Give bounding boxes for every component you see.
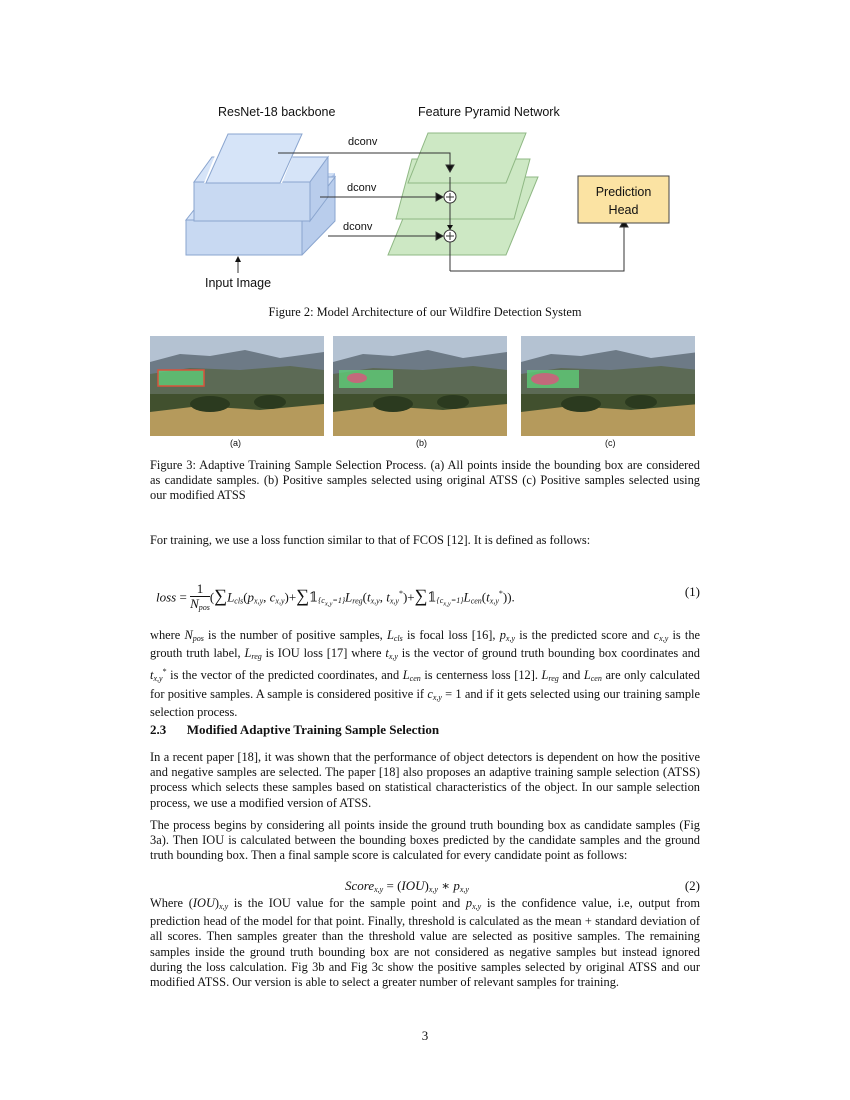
paragraph-3: Where $(IOU)_{x,y}$ is the IOU value for the sample point and $p_{x,y}$ is the confidence value, i.e, output from prediction head of the model for that point. Finally, threshold is calculated as the mean + standard deviation of all scores. Then samples greater than the threshold value are selected as positive samples. The remaining samples inside the ground truth bounding box are not considered as negative samples but instead ignored during the loss calculation. Fig 3b and Fig 3c show the positive samples selected by original ATSS and our modified ATSS. Our version is able to select a greater number of relevant samples for training. [150,896,700,990]
photo-c-label: (c) [605,438,616,448]
backbone-label: ResNet-18 backbone [218,105,336,119]
dconv-label-3: dconv [343,221,373,233]
input-image-label: Input Image [205,276,272,290]
photo-c [521,336,695,436]
equation-1-number: (1) [684,584,700,599]
prediction-head-line-2: Head [608,203,639,217]
photo-b-label: (b) [416,438,427,448]
equation-1 [150,572,700,616]
equation-2 [150,878,700,896]
figure-3-caption: Figure 3: Adaptive Training Sample Selection Process. (a) All points inside the bounding box are considered as candidate samples. (b) Positive samples selected using original ATSS (c) Positive samples selected using our modified ATSS [150,458,700,503]
paragraph-2: The process begins by considering all points inside the ground truth bounding box as candidate samples (Fig 3a). Then IOU is calculated between the bounding boxes predicted by the candidate samples and the ground truth bounding box. Then a final sample score is calculated for every candidate point as follows: [150,818,700,863]
plus-node-1 [444,191,456,203]
page-number: 3 [421,1028,429,1043]
where-paragraph: where $N_{pos}$ is the number of positive samples, $L_{cls}$ is focal loss [16], $p_{x,y}$ is the predicted score and $c_{x,y}$ is the grouth truth label, $L_{reg}$ is IOU loss [17] where $t_{x,y}$ is the vector of ground truth bounding box coordinates and $t_{x,y}^*$ is the vector of the predicted coordinates, and $L_{cen}$ is centerness loss [12]. $L_{reg}$ and $L_{cen}$ are only calculated for positive samples. A sample is considered positive if $c_{x,y} = 1$ and if it gets selected using our training sample selection process. [150,628,701,719]
section-title: Modified Adaptive Training Sample Selection [186,722,440,737]
equation-1-body: loss = 1 $N_{pos}$ ($\sum L_{cls}(p_{x,y}$, $c_{x,y})+\sum 𝟙_{\{c_{x,y}=1\}}L_{reg}(t_{x,y}$, $t_{x,y}^*)+\sum 𝟙_{\{c_{x,y}=1\}}L_{cen}(t_{x,y}^*)$). [156,581,515,612]
intro-paragraph: For training, we use a loss function similar to that of FCOS [12]. It is defined as follows: [150,533,591,547]
prediction-head-line-1: Prediction [595,185,652,199]
dconv-label-2: dconv [347,182,377,194]
equation-2-number: (2) [684,878,700,893]
paragraph-1: In a recent paper [18], it was shown that the performance of object detectors is dependent on how the positive and negative samples are selected. The paper [18] also proposes an adaptive training sample selection (ATSS) process which selects these samples based on statistical characteristics of the object. In our sample selection process, we use a modified version of ATSS. [150,750,700,810]
photo-a [150,336,324,436]
photo-a-label: (a) [230,438,241,448]
dconv-label-1: dconv [348,136,378,148]
input-arrow [235,256,241,273]
section-heading [150,722,439,738]
fpn-label: Feature Pyramid Network [418,105,560,119]
plus-node-2 [444,230,456,242]
fpn-layer-top [408,133,526,183]
prediction-head-label [578,183,669,219]
figure-2-caption: Figure 2: Model Architecture of our Wildfire Detection System [268,305,582,319]
section-number: 2.3 [150,722,167,737]
equation-2-body: Score$_{x,y}$ = $(IOU)_{x,y}$ ∗ $p_{x,y}$ [345,878,469,894]
photo-b [333,336,507,436]
